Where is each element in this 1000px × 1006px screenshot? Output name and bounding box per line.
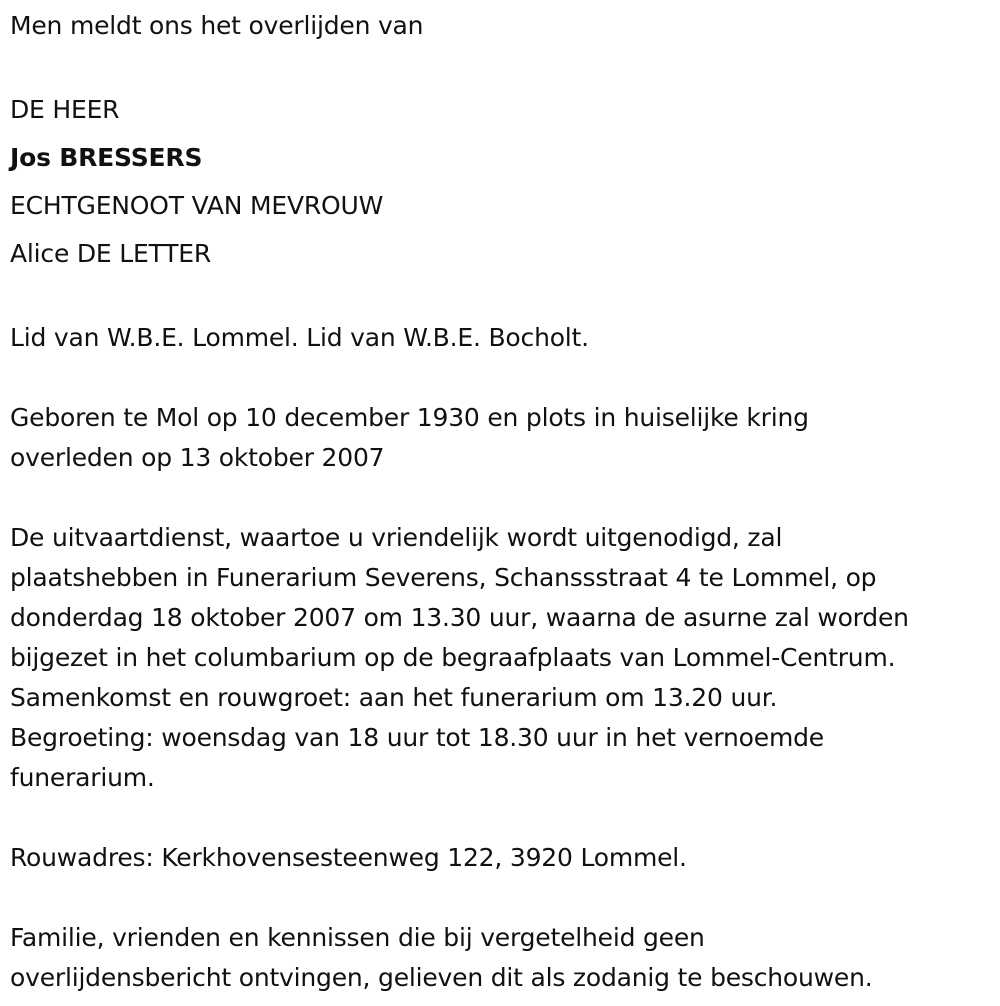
service-line: funerarium. (10, 763, 155, 792)
spacer (10, 798, 990, 838)
service-line: donderdag 18 oktober 2007 om 13.30 uur, waarna de asurne zal worden (10, 603, 909, 632)
spouse-name: Alice DE LETTER (10, 239, 212, 268)
membership-line: Lid van W.B.E. Lommel. Lid van W.B.E. Bocholt. (10, 323, 589, 352)
spacer (10, 878, 990, 918)
spacer (10, 358, 990, 398)
intro-line: Men meldt ons het overlijden van (10, 11, 424, 40)
obituary-document (10, 6, 990, 998)
birth-death-line: overleden op 13 oktober 2007 (10, 443, 385, 472)
service-line: Begroeting: woensdag van 18 uur tot 18.30 uur in het vernoemde (10, 723, 824, 752)
service-line: plaatshebben in Funerarium Severens, Schanssstraat 4 te Lommel, op (10, 563, 877, 592)
service-line: bijgezet in het columbarium op de begraafplaats van Lommel-Centrum. (10, 643, 896, 672)
birth-death-line: Geboren te Mol op 10 december 1930 en plots in huiselijke kring (10, 403, 809, 432)
relation-line: ECHTGENOOT VAN MEVROUW (10, 191, 384, 220)
deceased-name: Jos BRESSERS (10, 143, 203, 172)
deceased-title: DE HEER (10, 95, 120, 124)
closing-line: overlijdensbericht ontvingen, gelieven dit als zodanig te beschouwen. (10, 963, 873, 992)
service-line: De uitvaartdienst, waartoe u vriendelijk wordt uitgenodigd, zal (10, 523, 783, 552)
service-line: Samenkomst en rouwgroet: aan het funerarium om 13.20 uur. (10, 683, 778, 712)
spacer (10, 46, 990, 86)
closing-line: Familie, vrienden en kennissen die bij vergetelheid geen (10, 923, 705, 952)
spacer (10, 478, 990, 518)
address-line: Rouwadres: Kerkhovensesteenweg 122, 3920 Lommel. (10, 843, 687, 872)
spacer (10, 278, 990, 318)
